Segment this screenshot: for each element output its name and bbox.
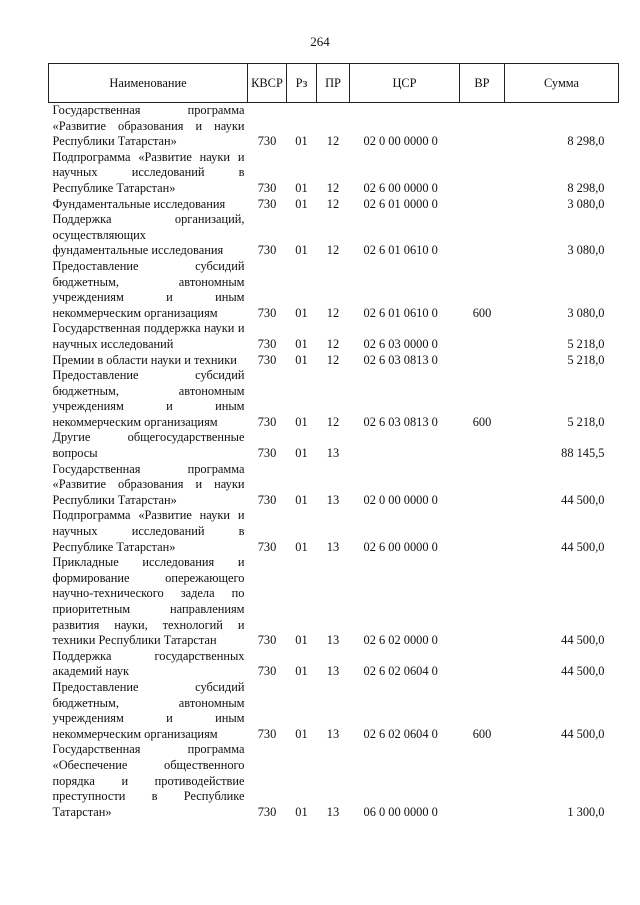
cell-csr: 02 6 02 0604 0 [363,726,438,741]
cell-rz: 01 [295,243,308,258]
table-row [49,321,619,352]
cell-kvsr: 730 [257,196,277,211]
cell-name: Предоставление субсидий бюджетным, автономным учреждениям и иным некоммерческим организациям [52,368,245,429]
header-pr: ПР [317,64,350,103]
cell-pr: 13 [326,804,340,819]
cell-kvsr: 730 [257,539,277,554]
cell-kvsr: 730 [257,726,277,741]
cell-vr [460,742,505,820]
cell-vr [460,555,505,649]
cell-name: Другие общегосударственные вопросы [52,430,245,461]
cell-name: Подпрограмма «Развитие науки и научных исследований в Республике Татарстан» [52,508,245,554]
cell-rz: 01 [295,804,308,819]
cell-sum: 3 080,0 [567,305,605,320]
cell-csr [350,430,460,461]
header-vr: ВР [460,64,505,103]
cell-pr: 13 [326,446,340,461]
cell-sum: 5 218,0 [567,336,605,351]
cell-csr: 02 0 00 0000 0 [363,492,438,507]
cell-rz: 01 [295,196,308,211]
table-row [49,368,619,430]
cell-pr: 12 [326,305,340,320]
cell-vr: 600 [472,414,492,429]
cell-kvsr: 730 [257,633,277,648]
cell-name: Государственная поддержка науки и научных исследований [52,321,245,351]
cell-rz: 01 [295,352,308,367]
cell-pr: 12 [326,180,340,195]
cell-sum: 44 500,0 [561,539,605,554]
cell-name: Предоставление субсидий бюджетным, автономным учреждениям и иным некоммерческим организациям [52,679,245,741]
cell-sum: 3 080,0 [567,243,605,258]
cell-csr: 02 6 01 0000 0 [363,196,438,211]
cell-csr: 02 6 01 0610 0 [363,305,438,320]
cell-vr [460,321,505,352]
table-row [49,649,619,680]
cell-rz: 01 [295,446,308,461]
cell-name: Государственная программа «Развитие образования и науки Республики Татарстан» [52,461,245,507]
cell-csr: 02 6 00 0000 0 [363,180,438,195]
table-row [49,462,619,509]
cell-kvsr: 730 [257,336,277,351]
table-row [49,430,619,461]
cell-rz: 01 [295,336,308,351]
cell-rz: 01 [295,539,308,554]
cell-sum: 5 218,0 [567,414,605,429]
table-row [49,197,619,213]
cell-sum: 8 298,0 [567,180,605,195]
cell-csr: 02 6 00 0000 0 [363,539,438,554]
cell-vr: 600 [472,305,492,320]
cell-csr: 02 6 02 0604 0 [363,664,438,679]
cell-sum: 44 500,0 [561,633,605,648]
cell-vr: 600 [472,726,492,741]
cell-name: Поддержка государственных академий наук [52,648,245,679]
cell-name: Прикладные исследования и формирование опережающего научно-технического задела по приоритетным направлениям развития науки, технологий и техники Республики Татарстан [52,555,245,648]
cell-rz: 01 [295,305,308,320]
cell-sum: 44 500,0 [561,664,605,679]
cell-vr [460,150,505,197]
cell-kvsr: 730 [257,134,277,149]
cell-csr: 06 0 00 0000 0 [363,804,438,819]
table-row [49,103,619,150]
budget-table [48,63,619,820]
cell-pr: 12 [326,352,340,367]
header-sum: Сумма [505,64,619,103]
cell-name: Государственная программа «Обеспечение общественного порядка и противодействие преступности в Республике Татарстан» [52,742,245,819]
cell-vr [460,353,505,369]
cell-pr: 13 [326,492,340,507]
header-kvsr: КВСР [248,64,287,103]
header-name: Наименование [49,64,248,103]
cell-sum: 1 300,0 [567,804,605,819]
table-header-row [49,64,619,103]
table-row [49,508,619,555]
cell-kvsr: 730 [257,446,277,461]
cell-name: Премии в области науки и техники [52,352,237,367]
cell-name: Поддержка организаций, осуществляющих фундаментальные исследования [52,212,245,258]
cell-sum: 88 145,5 [561,446,605,461]
cell-csr: 02 6 01 0610 0 [363,243,438,258]
cell-pr: 12 [326,336,340,351]
cell-name: Подпрограмма «Развитие науки и научных исследований в Республике Татарстан» [52,149,245,195]
cell-rz: 01 [295,664,308,679]
header-csr: ЦСР [350,64,460,103]
table-row [49,555,619,649]
cell-name: Предоставление субсидий бюджетным, автономным учреждениям и иным некоммерческим организациям [52,258,245,320]
cell-vr [460,212,505,259]
cell-rz: 01 [295,633,308,648]
cell-csr: 02 6 02 0000 0 [363,633,438,648]
cell-rz: 01 [295,492,308,507]
cell-sum: 44 500,0 [561,492,605,507]
cell-csr: 02 6 03 0813 0 [363,352,438,367]
page-number: 264 [310,34,330,49]
cell-vr [460,430,505,461]
table-row [49,212,619,259]
cell-vr [460,649,505,680]
cell-kvsr: 730 [257,243,277,258]
table-row [49,353,619,369]
cell-pr: 12 [326,243,340,258]
cell-kvsr: 730 [257,180,277,195]
cell-csr: 02 0 00 0000 0 [363,134,438,149]
cell-csr: 02 6 03 0813 0 [363,414,438,429]
cell-name: Фундаментальные исследования [52,196,226,211]
cell-sum: 3 080,0 [567,196,605,211]
cell-kvsr: 730 [257,305,277,320]
cell-pr: 13 [326,633,340,648]
table-row [49,742,619,820]
cell-sum: 44 500,0 [561,726,605,741]
cell-kvsr: 730 [257,804,277,819]
table-row [49,150,619,197]
cell-kvsr: 730 [257,352,277,367]
cell-rz: 01 [295,414,308,429]
cell-name: Государственная программа «Развитие образования и науки Республики Татарстан» [52,103,245,149]
cell-vr [460,508,505,555]
cell-kvsr: 730 [257,492,277,507]
cell-pr: 12 [326,196,340,211]
cell-csr: 02 6 03 0000 0 [363,336,438,351]
cell-rz: 01 [295,180,308,195]
cell-pr: 12 [326,414,340,429]
cell-sum: 5 218,0 [567,352,605,367]
table-row [49,259,619,321]
cell-vr [460,103,505,150]
table-row [49,680,619,742]
cell-vr [460,462,505,509]
cell-kvsr: 730 [257,664,277,679]
cell-kvsr: 730 [257,414,277,429]
cell-sum: 8 298,0 [567,134,605,149]
cell-pr: 13 [326,726,340,741]
cell-rz: 01 [295,726,308,741]
cell-rz: 01 [295,134,308,149]
header-rz: Рз [287,64,317,103]
cell-pr: 13 [326,664,340,679]
cell-pr: 13 [326,539,340,554]
cell-pr: 12 [326,134,340,149]
cell-vr [460,197,505,213]
